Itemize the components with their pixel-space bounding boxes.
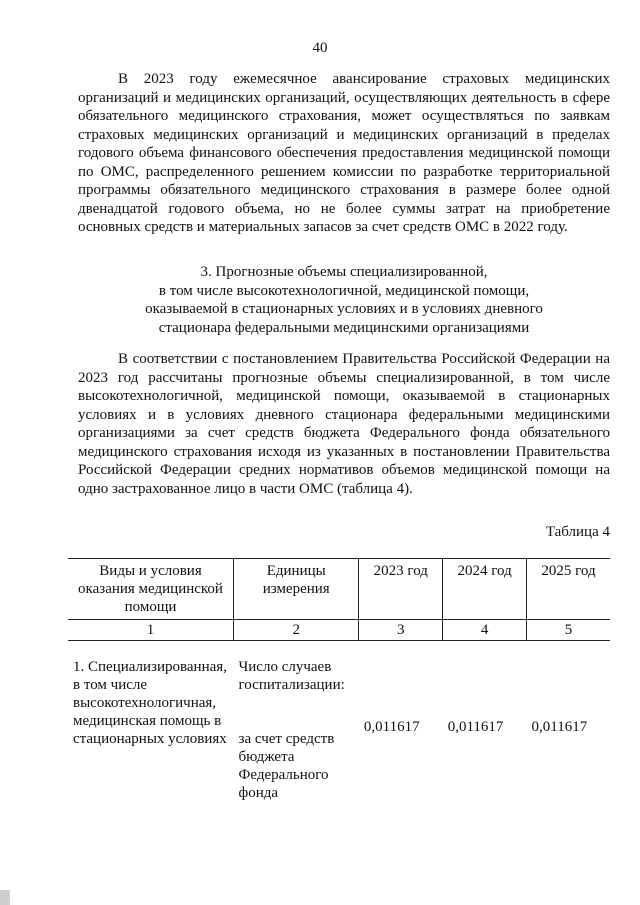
header-2025: 2025 год — [527, 559, 610, 620]
section-heading-line-2: в том числе высокотехнологичной, медицинской помощи, — [158, 282, 530, 299]
value-2024: 0,011617 — [447, 719, 504, 735]
row-unit-header: Число случаев госпитализации: — [238, 659, 345, 693]
column-number: 3 — [359, 620, 443, 641]
row-kind: 1. Специализированная, в том числе высокотехнологичная, медицинская помощь в стационарных условиях — [73, 659, 227, 747]
column-number: 5 — [527, 620, 610, 641]
table-header-row — [68, 559, 610, 620]
volumes-table — [68, 558, 610, 805]
scan-edge-artifact — [0, 890, 10, 905]
section-heading-line-3: оказываемой в стационарных условиях и в условиях дневного — [145, 301, 543, 317]
table-spacer-row — [68, 641, 610, 656]
row-unit — [234, 655, 359, 805]
value-2023: 0,011617 — [363, 719, 420, 735]
row-value-2023 — [359, 655, 443, 805]
page-number: 40 — [312, 40, 328, 56]
header-2024: 2024 год — [443, 559, 527, 620]
row-value-2025 — [527, 655, 610, 805]
paragraph-advance-payments: В 2023 году ежемесячное авансирование страховых медицинских организаций и медицинских организаций, осуществляющих деятельность в сфере обязательного медицинского страхования, может осуществляться по заявкам страховых медицинских организаций и медицинских организаций в пределах годового объема финансового обеспечения предоставления медицинской помощи по ОМС, распределенного решением комиссии по разработке территориальной программы обязательного медицинского страхования в размере более одной двенадцатой годового объема, но не более суммы затрат на приобретение основных средств и материальных запасов за счет средств ОМС в 2022 году. — [78, 71, 610, 235]
header-unit: Единицы измерения — [234, 559, 359, 620]
row-value-2024 — [443, 655, 527, 805]
column-number: 2 — [234, 620, 359, 641]
value-2025: 0,011617 — [531, 719, 588, 735]
row-unit-sub: за счет средств бюджета Федерального фонда — [238, 731, 335, 801]
table-caption: Таблица 4 — [545, 524, 610, 540]
column-number: 1 — [68, 620, 234, 641]
section-heading-line-4: стационара федеральными медицинскими организациями — [158, 319, 530, 336]
column-number-row — [68, 620, 610, 641]
section-heading-line-1: 3. Прогнозные объемы специализированной, — [200, 264, 488, 280]
table-row — [68, 655, 610, 805]
header-kind: Виды и условия оказания медицинской помощи — [68, 559, 234, 620]
paragraph-forecast-volumes: В соответствии с постановлением Правительства Российской Федерации на 2023 год рассчитаны прогнозные объемы специализированной, в том числе высокотехнологичной, медицинской помощи, оказываемой в стационарных условиях и в условиях дневного стационара федеральными медицинскими организациями за счет средств бюджета Федерального фонда обязательного медицинского страхования исходя из указанных в постановлении Правительства Российской Федерации средних нормативов объемов медицинской помощи на одно застрахованное лицо в части ОМС (таблица 4). — [78, 351, 610, 497]
column-number: 4 — [443, 620, 527, 641]
header-2023: 2023 год — [359, 559, 443, 620]
section-heading — [78, 263, 610, 337]
